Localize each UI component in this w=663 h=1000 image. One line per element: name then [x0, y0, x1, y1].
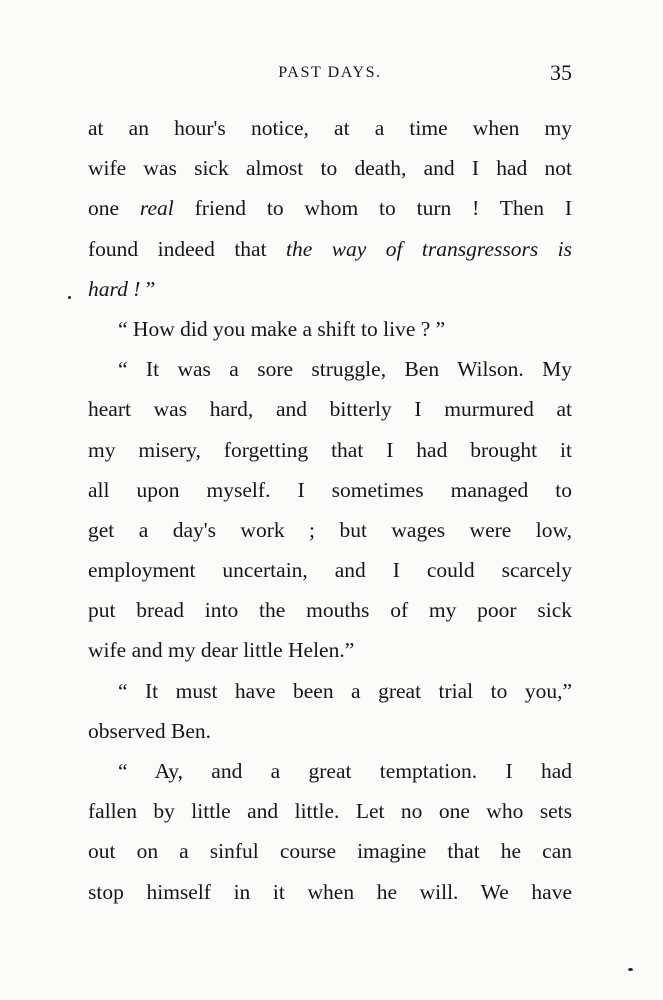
text-line: [88, 188, 572, 228]
text-segment: stop himself in it when he will. We have: [88, 879, 572, 904]
ink-speck: [628, 968, 633, 971]
ink-speck: [68, 296, 71, 299]
text-line: [88, 108, 572, 148]
text-line: [88, 269, 572, 309]
text-segment: “ Ay, and a great temptation. I had: [118, 759, 572, 783]
text-segment: out on a sinful course imagine that he can: [88, 839, 572, 864]
text-segment: fallen by little and little. Let no one who sets: [88, 799, 572, 824]
text-segment: wife was sick almost to death, and I had not: [88, 156, 572, 181]
body-text: [88, 108, 572, 912]
text-line: [88, 590, 572, 630]
text-segment: heart was hard, and bitterly I murmured at: [88, 397, 572, 422]
page-number: 35: [550, 60, 572, 85]
text-line: [88, 872, 572, 912]
text-line: [88, 510, 572, 550]
text-line: [88, 470, 572, 510]
running-head: PAST DAYS.: [278, 64, 382, 81]
text-segment: found indeed that: [88, 236, 287, 261]
text-line: [88, 349, 572, 389]
page-header: [88, 60, 572, 94]
text-segment: at an hour's notice, at a time when my: [88, 116, 572, 140]
text-line: [88, 751, 572, 791]
text-segment: friend to whom to turn ! Then I: [173, 196, 572, 221]
text-line: [88, 309, 572, 349]
text-segment: one: [88, 196, 140, 221]
text-segment: “ How did you make a shift to live ? ”: [118, 316, 446, 341]
text-segment: get a day's work ; but wages were low,: [88, 517, 572, 542]
text-line: [88, 229, 572, 269]
text-segment: wife and my dear little Helen.”: [88, 638, 355, 663]
text-line: [88, 791, 572, 831]
italic-text: the way of transgressors is: [286, 236, 572, 261]
text-line: [88, 550, 572, 590]
text-line: [88, 671, 572, 711]
text-segment: “ It must have been a great trial to you,”: [118, 678, 572, 703]
text-line: [88, 430, 572, 470]
text-segment: employment uncertain, and I could scarcely: [88, 558, 572, 583]
text-line: [88, 831, 572, 871]
text-segment: put bread into the mouths of my poor sick: [88, 598, 572, 623]
italic-text: hard !: [88, 276, 141, 301]
italic-text: real: [139, 196, 174, 221]
text-line: [88, 630, 572, 670]
text-line: [88, 711, 572, 751]
text-segment: my misery, forgetting that I had brought it: [88, 437, 572, 462]
text-line: [88, 148, 572, 188]
text-segment: “ It was a sore struggle, Ben Wilson. My: [118, 357, 572, 382]
text-segment: observed Ben.: [88, 718, 211, 743]
text-segment: ”: [140, 276, 156, 301]
text-segment: all upon myself. I sometimes managed to: [88, 477, 572, 502]
text-line: [88, 389, 572, 429]
